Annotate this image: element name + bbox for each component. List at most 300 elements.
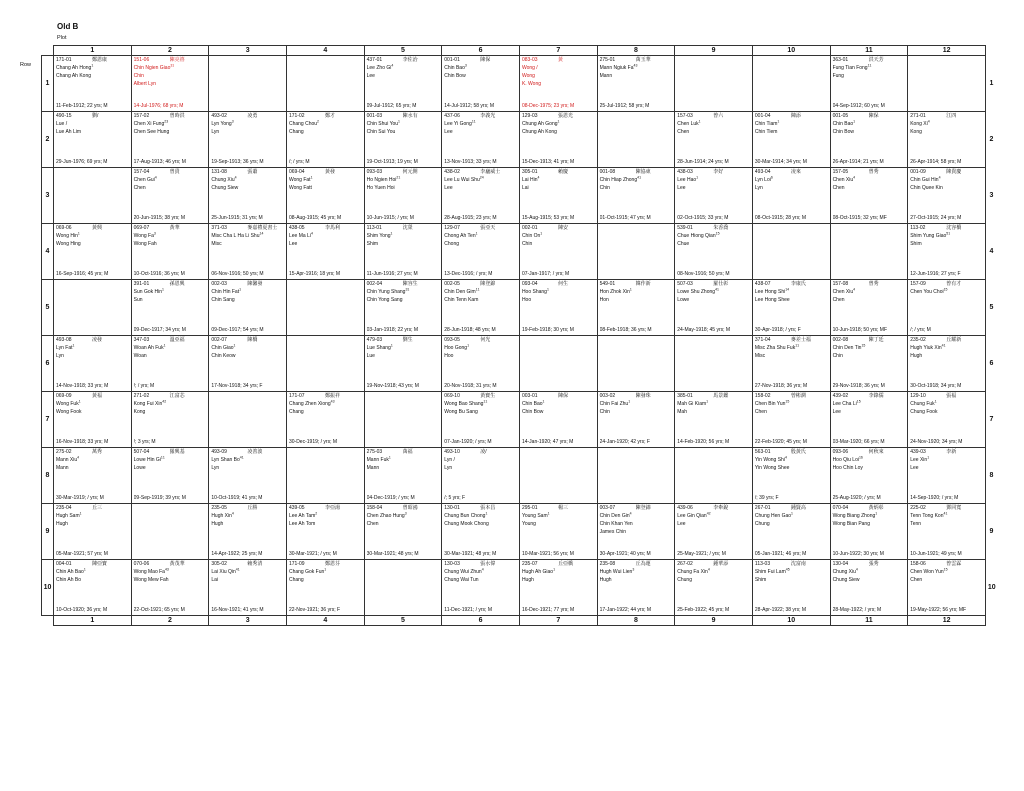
- plot-cell[interactable]: [908, 448, 986, 504]
- tone-mark: 1: [639, 176, 642, 180]
- tone-mark: 3: [153, 232, 156, 236]
- romanized-name-line: [598, 400, 675, 408]
- plot-cell[interactable]: [752, 56, 830, 112]
- plot-cell[interactable]: [209, 112, 287, 168]
- plot-cell[interactable]: [830, 56, 908, 112]
- romanized-name: Yin Wong Shi: [754, 457, 785, 463]
- plot-cell[interactable]: [752, 336, 830, 392]
- chinese-name: 丘為運: [635, 561, 651, 567]
- tone-mark: 1: [162, 288, 164, 292]
- plot-cell[interactable]: [830, 112, 908, 168]
- plot-id: 539-01: [677, 225, 693, 231]
- romanized-name-line: [442, 456, 519, 464]
- plot-cell[interactable]: [54, 224, 132, 280]
- tone-mark: 1: [390, 344, 393, 348]
- plot-id-line: [442, 280, 519, 288]
- plot-cell[interactable]: [131, 168, 209, 224]
- tone-mark: 4: [853, 288, 856, 292]
- plot-cell[interactable]: [752, 280, 830, 336]
- romanized-name-line: [675, 288, 752, 296]
- plot-id: 391-01: [133, 281, 150, 287]
- plot-cell[interactable]: [675, 56, 753, 112]
- plot-cell[interactable]: [597, 280, 675, 336]
- plot-cell[interactable]: [131, 392, 209, 448]
- romanized-name-line: [675, 512, 752, 520]
- tone-mark: 5: [858, 400, 861, 404]
- romanized-name-line: [209, 232, 286, 240]
- chinese-name: 黃寶生: [480, 393, 496, 399]
- english-name: Chin Tenn Kam: [444, 297, 479, 303]
- english-name-line: [831, 184, 908, 192]
- chinese-name: 何光: [480, 337, 491, 343]
- romanized-name: Chung Ah Gong: [521, 121, 558, 127]
- plot-cell[interactable]: [830, 280, 908, 336]
- plot-cell[interactable]: [364, 504, 442, 560]
- english-name-line: [675, 240, 752, 248]
- english-name-line: [831, 464, 908, 472]
- romanized-name-line: [753, 344, 830, 352]
- plot-cell[interactable]: [54, 504, 132, 560]
- plot-cell[interactable]: [131, 448, 209, 504]
- tone-mark: 1: [869, 64, 872, 68]
- plot-cell[interactable]: [54, 560, 132, 616]
- death-date-age-sex: 13-Dec-1916; / yrs; M: [444, 271, 493, 277]
- plot-cell[interactable]: [131, 224, 209, 280]
- romanized-name-line: [753, 288, 830, 296]
- plot-cell[interactable]: [519, 392, 597, 448]
- plot-cell[interactable]: [675, 168, 753, 224]
- plot-cell[interactable]: [830, 224, 908, 280]
- plot-cell[interactable]: [675, 336, 753, 392]
- row-number-right: 9: [989, 528, 994, 535]
- plot-cell[interactable]: [519, 336, 597, 392]
- tone-mark: 6: [770, 176, 773, 180]
- tone-mark: 3: [166, 568, 169, 572]
- romanized-name-line: [831, 512, 908, 520]
- romanized-name: Chung Fa Xin: [677, 569, 708, 575]
- romanized-name-line: [442, 400, 519, 408]
- plot-cell[interactable]: [364, 224, 442, 280]
- plot-cell[interactable]: [364, 336, 442, 392]
- plot-cell[interactable]: [286, 336, 364, 392]
- plot-id-line: [442, 224, 519, 232]
- english-name: Lyn: [56, 353, 64, 359]
- plot-cell[interactable]: [830, 336, 908, 392]
- column-header-col-9: 9: [675, 46, 753, 56]
- plot-cell[interactable]: [442, 504, 520, 560]
- plot-cell[interactable]: [908, 168, 986, 224]
- plot-cell[interactable]: [286, 504, 364, 560]
- plot-cell[interactable]: [752, 560, 830, 616]
- english-name: Young: [521, 521, 536, 527]
- column-header-col-6: 6: [442, 46, 520, 56]
- plot-id-line: [132, 168, 209, 176]
- plot-id-line: [520, 168, 597, 176]
- plot-cell[interactable]: [752, 504, 830, 560]
- plot-cell[interactable]: [675, 280, 753, 336]
- romanized-name: Mah Gi Kiam: [677, 401, 707, 407]
- plot-cell[interactable]: [908, 504, 986, 560]
- plot-id-line: [520, 56, 597, 64]
- plot-cell[interactable]: [752, 112, 830, 168]
- plot-cell[interactable]: [519, 112, 597, 168]
- romanized-name-line: [132, 288, 209, 296]
- plot-cell[interactable]: [442, 280, 520, 336]
- plot-cell[interactable]: [364, 56, 442, 112]
- plot-cell[interactable]: [442, 224, 520, 280]
- chinese-name: 曾時洪: [169, 113, 185, 119]
- romanized-name: Lyn /: [444, 457, 455, 463]
- chinese-name: 凌勇: [247, 113, 258, 119]
- plot-cell[interactable]: [286, 280, 364, 336]
- romanized-name-line: [54, 344, 131, 352]
- plot-cell[interactable]: [908, 112, 986, 168]
- tone-mark: 4: [239, 456, 242, 460]
- plot-id: 438-07: [754, 281, 771, 287]
- romanized-name-line: [132, 120, 209, 128]
- plot-id: 069-06: [56, 225, 72, 231]
- plot-id-line: [908, 392, 985, 400]
- plot-cell[interactable]: [209, 560, 287, 616]
- column-footer-col-2: 2: [131, 616, 209, 626]
- plot-cell[interactable]: [286, 560, 364, 616]
- romanized-name-line: [365, 176, 442, 184]
- plot-cell[interactable]: [131, 56, 209, 112]
- romanized-name-line: [908, 176, 985, 184]
- plot-cell[interactable]: [442, 336, 520, 392]
- tone-mark: 3: [635, 64, 638, 68]
- romanized-name-line: [287, 400, 364, 408]
- english-name: Chen: [910, 577, 923, 583]
- plot-cell[interactable]: [364, 168, 442, 224]
- plot-cell[interactable]: [908, 392, 986, 448]
- romanized-name-line: [675, 568, 752, 576]
- plot-id: 093-06: [832, 449, 849, 455]
- plot-cell[interactable]: [364, 392, 442, 448]
- plot-id-line: [520, 560, 597, 568]
- plot-cell[interactable]: [442, 392, 520, 448]
- plot-cell[interactable]: [675, 504, 753, 560]
- plot-cell[interactable]: [442, 56, 520, 112]
- chinese-name: 孫恩興: [169, 281, 185, 287]
- plot-cell[interactable]: [131, 504, 209, 560]
- romanized-name: Chin Gui Hin: [910, 177, 939, 183]
- tone-mark: 1: [163, 344, 166, 348]
- plot-cell[interactable]: [131, 336, 209, 392]
- plot-cell[interactable]: [54, 448, 132, 504]
- chinese-name: 李義光: [480, 113, 496, 119]
- plot-cell[interactable]: [597, 112, 675, 168]
- tone-mark: 4: [707, 568, 710, 572]
- plot-cell[interactable]: [286, 224, 364, 280]
- plot-cell[interactable]: [830, 504, 908, 560]
- tone-mark: 1: [233, 344, 236, 348]
- plot-cell[interactable]: [54, 336, 132, 392]
- plot-cell[interactable]: [54, 392, 132, 448]
- death-date-age-sex: 05-Mar-1921; 57 yrs; M: [56, 551, 108, 557]
- death-date-age-sex: 13-Nov-1913; 33 yrs; M: [444, 159, 497, 165]
- english-name: Chin Tiem: [754, 129, 778, 135]
- plot-id-line: [598, 56, 675, 64]
- row-axis-label: Row: [20, 62, 32, 68]
- plot-cell[interactable]: [209, 448, 287, 504]
- death-date-age-sex: 11-Feb-1912; 22 yrs; M: [56, 103, 108, 109]
- column-footer-col-8: 8: [597, 616, 675, 626]
- tone-mark: 1: [553, 568, 556, 572]
- romanized-name-line: [287, 512, 364, 520]
- english-name: Tenn: [910, 521, 922, 527]
- plot-cell[interactable]: [286, 56, 364, 112]
- plot-id-line: [132, 112, 209, 120]
- plot-cell[interactable]: [209, 224, 287, 280]
- plot-id-line: [675, 560, 752, 568]
- column-header-col-3: 3: [209, 46, 287, 56]
- death-date-age-sex: 14-Apr-1922; 25 yrs; M: [211, 551, 263, 557]
- plot-cell[interactable]: [131, 112, 209, 168]
- plot-cell[interactable]: [752, 392, 830, 448]
- romanized-name-line: [209, 456, 286, 464]
- tone-mark: 1: [867, 64, 870, 68]
- chinese-name: 李牽銳: [713, 505, 729, 511]
- plot-cell[interactable]: [597, 392, 675, 448]
- plot-cell[interactable]: [597, 224, 675, 280]
- romanized-name-line: [831, 344, 908, 352]
- romanized-name-line: [831, 400, 908, 408]
- chinese-name: 殷黃氏: [790, 449, 806, 455]
- plot-id: 171-01: [56, 57, 72, 63]
- tone-mark: 1: [485, 512, 488, 516]
- chinese-name: 陳安: [557, 225, 568, 231]
- romanized-name: Wong Fa: [133, 233, 154, 239]
- plot-id-line: [209, 448, 286, 456]
- english-name-line: [365, 184, 442, 192]
- plot-cell[interactable]: [519, 560, 597, 616]
- plot-cell[interactable]: [131, 560, 209, 616]
- column-footer-col-9: 9: [675, 616, 753, 626]
- death-date-age-sex: 07-Jan-1917; / yrs; M: [521, 271, 570, 277]
- romanized-name-line: [287, 232, 364, 240]
- plot-cell[interactable]: [209, 336, 287, 392]
- english-name-line: [132, 464, 209, 472]
- english-name: Kong: [910, 129, 922, 135]
- plot-id: 271-02: [133, 393, 150, 399]
- plot-cell[interactable]: [675, 448, 753, 504]
- plot-cell[interactable]: [364, 448, 442, 504]
- plot-cell[interactable]: [54, 168, 132, 224]
- row-number-right: 8: [989, 472, 994, 479]
- plot-cell[interactable]: [675, 392, 753, 448]
- plot-cell[interactable]: [286, 168, 364, 224]
- death-date-age-sex: 10-Jun-1921; 49 yrs; M: [910, 551, 962, 557]
- english-name-line: [54, 352, 131, 360]
- death-date-age-sex: 17-Aug-1913; 46 yrs; M: [133, 159, 186, 165]
- death-date-age-sex: 10-Oct-1916; 36 yrs; M: [133, 271, 185, 277]
- chinese-name: 陳保: [557, 393, 568, 399]
- tone-mark: 1: [540, 232, 543, 236]
- plot-cell[interactable]: [286, 112, 364, 168]
- plot-cell[interactable]: [519, 280, 597, 336]
- alt-name: K. Wong: [521, 81, 542, 87]
- plot-cell[interactable]: [830, 392, 908, 448]
- english-name: Chin: [133, 73, 144, 79]
- grid-row: [42, 280, 998, 336]
- chinese-name: 凌/: [480, 449, 487, 455]
- romanized-name: Chen Bin Yun: [754, 401, 786, 407]
- plot-id-line: [675, 224, 752, 232]
- chinese-name: 萬福: [402, 449, 413, 455]
- plot-id: 439-03: [910, 449, 926, 455]
- plot-cell[interactable]: [209, 392, 287, 448]
- column-header-col-12: 12: [908, 46, 986, 56]
- plot-cell[interactable]: [830, 168, 908, 224]
- plot-cell[interactable]: [597, 560, 675, 616]
- tone-mark: 1: [698, 120, 701, 124]
- chinese-name: 黃華: [169, 225, 180, 231]
- plot-cell[interactable]: [54, 112, 132, 168]
- plot-id-line: [132, 392, 209, 400]
- plot-cell[interactable]: [597, 56, 675, 112]
- romanized-name: Chang Ah Hong: [56, 65, 92, 71]
- plot-cell[interactable]: [519, 56, 597, 112]
- plot-cell[interactable]: [675, 112, 753, 168]
- plot-id: 235-07: [521, 561, 538, 567]
- plot-cell[interactable]: [364, 112, 442, 168]
- plot-cell[interactable]: [752, 448, 830, 504]
- chinese-name: 李康氏: [790, 281, 806, 287]
- chinese-name: 賴秀清: [247, 561, 263, 567]
- romanized-name: Chue Hiong Qian: [677, 233, 716, 239]
- plot-cell[interactable]: [131, 280, 209, 336]
- plot-id-line: [675, 392, 752, 400]
- death-date-age-sex: /; 5 yrs; F: [444, 495, 466, 501]
- chinese-name: 陳登錦: [480, 281, 496, 287]
- death-date-age-sex: 19-Nov-1918; 43 yrs; M: [366, 383, 419, 389]
- tone-mark: 1: [791, 512, 793, 516]
- romanized-name: Chong Ah Ten: [444, 233, 476, 239]
- plot-id: 157-05: [832, 169, 849, 175]
- tone-mark: 1: [858, 456, 861, 460]
- romanized-name: Kong Xi: [910, 121, 928, 127]
- plot-cell[interactable]: [908, 336, 986, 392]
- plot-cell[interactable]: [442, 168, 520, 224]
- plot-cell[interactable]: [519, 224, 597, 280]
- plot-cell[interactable]: [908, 56, 986, 112]
- tone-mark: 1: [696, 176, 699, 180]
- plot-cell[interactable]: [752, 224, 830, 280]
- death-date-age-sex: 10-Oct-1920; 36 yrs; M: [56, 607, 108, 613]
- plot-cell[interactable]: [209, 504, 287, 560]
- plot-id-line: [831, 168, 908, 176]
- romanized-name-line: [908, 288, 985, 296]
- plot-id-line: [908, 112, 985, 120]
- plot-cell[interactable]: [830, 560, 908, 616]
- english-name: Chin Bow: [521, 409, 544, 415]
- plot-cell[interactable]: [209, 56, 287, 112]
- chinese-name: 陳貴慶: [946, 169, 962, 175]
- plot-cell[interactable]: [519, 448, 597, 504]
- english-name-line: [132, 408, 209, 416]
- plot-cell[interactable]: [908, 560, 986, 616]
- plot-id-line: [598, 168, 675, 176]
- plot-cell[interactable]: [830, 448, 908, 504]
- english-name-line: [520, 128, 597, 136]
- plot-cell[interactable]: [519, 168, 597, 224]
- tone-mark: 3: [166, 120, 169, 124]
- plot-id: 113-01: [366, 225, 382, 231]
- plot-cell[interactable]: [54, 56, 132, 112]
- tone-mark: 1: [388, 456, 391, 460]
- row-number-left: 3: [42, 168, 54, 224]
- plot-cell[interactable]: [597, 168, 675, 224]
- plot-cell[interactable]: [908, 224, 986, 280]
- romanized-name-line: [287, 176, 364, 184]
- plot-id-line: [831, 280, 908, 288]
- plot-id-line: [54, 336, 131, 344]
- plot-cell[interactable]: [908, 280, 986, 336]
- english-name-line: [908, 296, 985, 304]
- plot-cell[interactable]: [442, 112, 520, 168]
- plot-cell[interactable]: [364, 560, 442, 616]
- plot-cell[interactable]: [597, 504, 675, 560]
- death-date-age-sex: 17-Jan-1922; 44 yrs; M: [599, 607, 652, 613]
- plot-cell[interactable]: [752, 168, 830, 224]
- plot-cell[interactable]: [675, 560, 753, 616]
- english-name-line: [209, 520, 286, 528]
- tone-mark: 4: [234, 176, 237, 180]
- tone-mark: 2: [708, 512, 711, 516]
- plot-id-line: [831, 504, 908, 512]
- chinese-name: 賴慶: [557, 169, 568, 175]
- romanized-name-line: [908, 512, 985, 520]
- plot-cell[interactable]: [675, 224, 753, 280]
- romanized-name: Chung Xiu: [832, 569, 856, 575]
- plot-id-line: [520, 280, 597, 288]
- romanized-name-line: [209, 288, 286, 296]
- romanized-name-line: [442, 176, 519, 184]
- plot-cell[interactable]: [286, 392, 364, 448]
- romanized-name: Chen Xiu: [832, 289, 854, 295]
- plot-cell[interactable]: [209, 168, 287, 224]
- plot-cell[interactable]: [597, 336, 675, 392]
- plot-id-line: [520, 112, 597, 120]
- english-name: Lue Ah Lim: [56, 129, 82, 135]
- romanized-name: Young Sam: [521, 513, 548, 519]
- romanized-name: Chin Bao: [444, 65, 465, 71]
- chinese-name: 陳保: [480, 57, 491, 63]
- english-name: Lyn: [444, 465, 453, 471]
- plot-cell[interactable]: [364, 280, 442, 336]
- plot-cell[interactable]: [442, 448, 520, 504]
- plot-cell[interactable]: [442, 560, 520, 616]
- tone-mark: 1: [927, 456, 930, 460]
- death-date-age-sex: 05-Jan-1921; 46 yrs; M: [754, 551, 807, 557]
- plot-id: 069-04: [288, 169, 305, 175]
- romanized-name: Lee Lu Wui Shu: [444, 177, 480, 183]
- plot-cell[interactable]: [286, 448, 364, 504]
- plot-id-line: [675, 112, 752, 120]
- row-number-left: 5: [42, 280, 54, 336]
- tone-mark: 4: [261, 232, 264, 236]
- death-date-age-sex: 14-Jul-1912; 58 yrs; M: [444, 103, 495, 109]
- romanized-name-line: [54, 400, 131, 408]
- english-name: Hugh: [521, 577, 534, 583]
- plot-cell[interactable]: [209, 280, 287, 336]
- plot-cell[interactable]: [597, 448, 675, 504]
- romanized-name-line: [365, 512, 442, 520]
- plot-cell[interactable]: [54, 280, 132, 336]
- plot-cell[interactable]: [519, 504, 597, 560]
- tone-mark: 4: [537, 176, 540, 180]
